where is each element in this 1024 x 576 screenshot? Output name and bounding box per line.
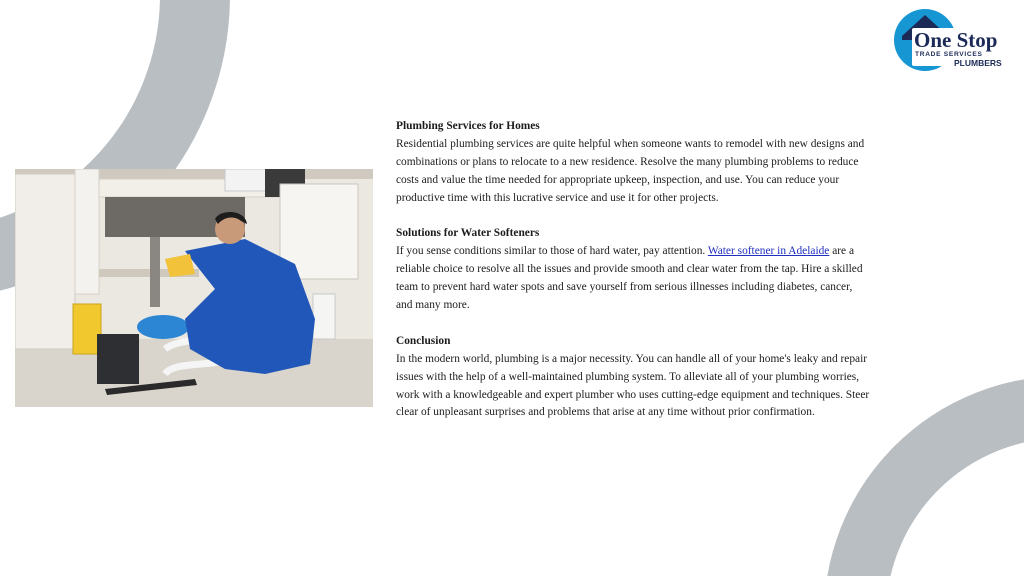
section-body: Residential plumbing services are quite helpful when someone wants to remodel with new designs and combinations or plans to relocate to a new residence. Resolve the many plumbing problems to reduce costs and value the time needed for appropriate upkeep, inspection, and use. You can reduce your productive time with this lucrative service and use it for other projects.: [396, 137, 865, 204]
plumber-photo: [15, 169, 373, 407]
water-softener-link[interactable]: Water softener in Adelaide: [707, 245, 830, 258]
section-heading: Plumbing Services for Homes: [396, 120, 540, 132]
section-body: [396, 243, 870, 315]
logo-tagline: TRADE SERVICES: [915, 51, 983, 58]
body-text-after-link: are a reliable choice to resolve all the issues and provide smooth and clear water from the tap. Hire a skilled team to prevent hard water spots and save yourself from serious illnesses including diabetes, cancer, and many more.: [396, 245, 863, 312]
logo-subtitle: PLUMBERS: [954, 58, 1002, 68]
logo-graphic: [892, 6, 1014, 74]
plumber-under-sink-photo-icon: [15, 169, 373, 407]
section-heading: Conclusion: [396, 334, 451, 347]
logo-name: One Stop: [914, 28, 998, 52]
section-body: In the modern world, plumbing is a major necessity. You can handle all of your home's leaky and repair issues with the help of a well-maintained plumbing system. To alleviate all of your plumbing worries, work with a knowledgeable and expert plumber who uses cutting-edge equipment and techniques. Steer clear of unpleasant surprises and problems that arise at any time without prior confirmation.: [396, 352, 870, 419]
section-conclusion: [396, 333, 870, 423]
body-text-before-link: If you sense conditions similar to those of hard water, pay attention.: [396, 245, 708, 258]
article-content: [396, 118, 870, 440]
brand-logo[interactable]: [892, 6, 1014, 74]
section-water-softeners: [396, 225, 870, 315]
section-heading: Solutions for Water Softeners: [396, 227, 540, 240]
section-plumbing-services: [396, 118, 870, 208]
